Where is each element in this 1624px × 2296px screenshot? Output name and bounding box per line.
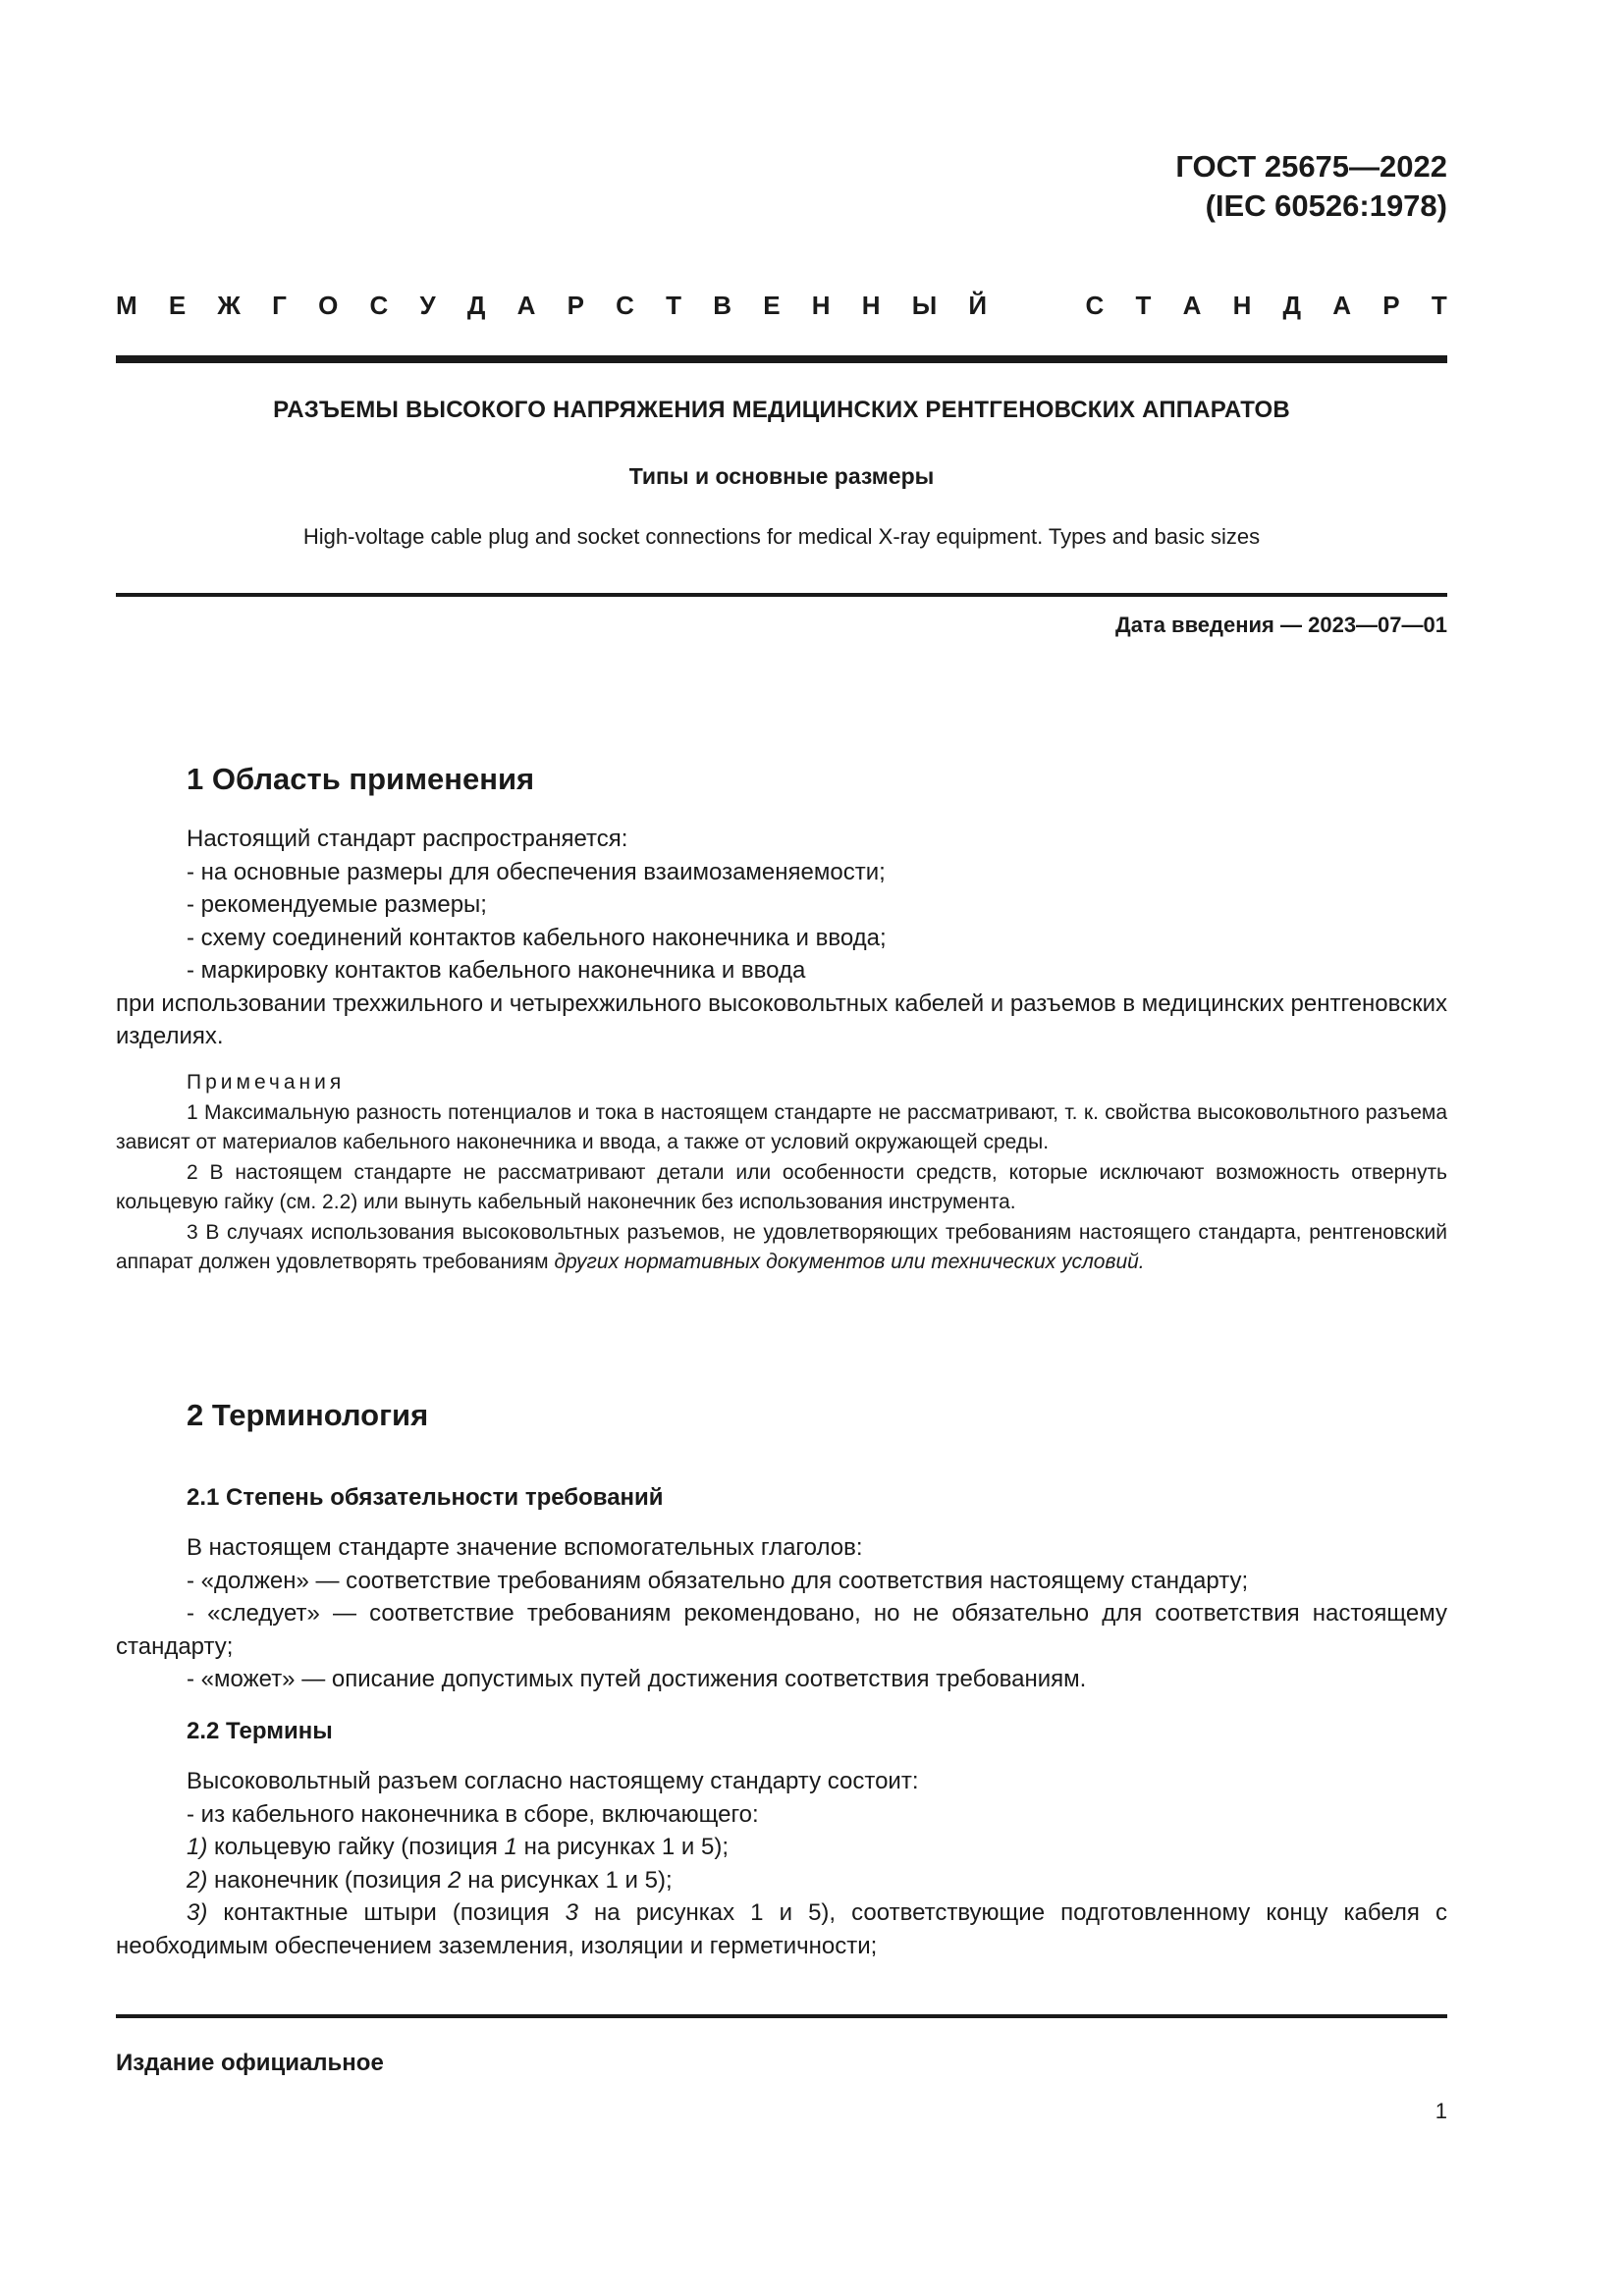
banner-letter: Р <box>1382 291 1400 320</box>
list-item: - рекомендуемые размеры; <box>187 891 487 918</box>
item-text: на рисунках 1 и 5); <box>460 1866 673 1894</box>
banner-letter: Е <box>763 291 781 320</box>
banner-letter: Й <box>968 291 988 320</box>
document-subtitle: Типы и основные размеры <box>628 463 935 489</box>
note-2: 2 В настоящем стандарте не рассматривают детали или особенности средств, которые исключают возможность отвернуть кольцевую гайку (см. 2.2) или вынуть кабельный наконечник без использования инструмента. <box>116 1160 1447 1213</box>
banner-letter: Ж <box>217 291 241 320</box>
note-3-text: 3 В случаях использования высоковольтных разъемов, не удовлетворяющих требованиям настоящего стандарта, рентгеновский аппарат должен удовлетворять требованиям <box>116 1220 1447 1273</box>
interstate-standard-banner <box>116 291 1447 321</box>
banner-letter: А <box>516 291 536 320</box>
item-text: наконечник (позиция <box>207 1866 449 1894</box>
page-number: 1 <box>1435 2099 1447 2123</box>
banner-letter: Н <box>861 291 881 320</box>
list-item: - «следует» — соответствие требованиям рекомендовано, но не обязательно для соответствия настоящему стандарту; <box>116 1600 1447 1660</box>
banner-letter: Д <box>1282 291 1302 320</box>
banner-letter: С <box>1085 291 1105 320</box>
banner-letter: Т <box>1135 291 1152 320</box>
notes-label <box>116 1068 1447 1098</box>
document-title-ru: РАЗЪЕМЫ ВЫСОКОГО НАПРЯЖЕНИЯ МЕДИЦИНСКИХ РЕНТГЕНОВСКИХ АППАРАТОВ <box>273 397 1290 423</box>
banner-letter: М <box>116 291 137 320</box>
list-item: - из кабельного наконечника в сборе, включающего: <box>187 1800 759 1828</box>
banner-letter: А <box>1332 291 1352 320</box>
item-text: на рисунках 1 и 5); <box>516 1834 729 1860</box>
subsection-2-1-heading: 2.1 Степень обязательности требований <box>187 1484 664 1511</box>
header-thick-rule <box>116 355 1447 363</box>
banner-letter: С <box>369 291 389 320</box>
banner-letter: Ы <box>911 291 938 320</box>
note-3-italic: других нормативных документов или технических условий. <box>554 1251 1145 1273</box>
list-item: - маркировку контактов кабельного наконечника и ввода <box>187 957 806 984</box>
note-3 <box>116 1218 1447 1278</box>
section-2-heading: 2 Терминология <box>187 1398 429 1432</box>
banner-letter: А <box>1182 291 1202 320</box>
banner-letter: В <box>713 291 732 320</box>
banner-letter: Р <box>567 291 584 320</box>
standard-designation <box>1175 147 1447 226</box>
subsection-2-2-body <box>116 1765 1447 1962</box>
banner-letter: Т <box>1431 291 1447 320</box>
list-item: - на основные размеры для обеспечения взаимозаменяемости; <box>187 858 886 885</box>
banner-letter: Т <box>666 291 682 320</box>
list-item: - «должен» — соответствие требованиям обязательно для соответствия настоящему стандарту; <box>187 1567 1249 1594</box>
banner-word-gap <box>1018 291 1054 321</box>
numbered-item <box>116 1864 1447 1897</box>
paragraph: Высоковольтный разъем согласно настоящему стандарту состоит: <box>187 1768 919 1794</box>
banner-letter: С <box>616 291 634 320</box>
banner-letter: Е <box>168 291 187 320</box>
paragraph: при использовании трехжильного и четырехжильного высоковольтных кабелей и разъемов в медицинских рентгеновских изделиях. <box>116 989 1447 1049</box>
numbered-item <box>116 1831 1447 1864</box>
item-text: контактные штыри (позиция <box>207 1899 566 1926</box>
introduction-date: Дата введения — 2023—07—01 <box>1115 613 1447 637</box>
standard-number: ГОСТ 25675—2022 <box>1175 149 1447 184</box>
numbered-item <box>116 1896 1447 1962</box>
item-text: на рисунках 1 и 5), соответствующие подготовленному концу кабеля с необходимым обеспечением заземления, изоляции и герметичности; <box>116 1899 1447 1959</box>
document-title-en: High-voltage cable plug and socket connections for medical X-ray equipment. Types and basic sizes <box>302 524 1261 549</box>
subsection-2-1-body <box>116 1531 1447 1696</box>
banner-letter: Н <box>1232 291 1252 320</box>
banner-letter: У <box>419 291 436 320</box>
banner-letter: Г <box>272 291 287 320</box>
list-item: - «может» — описание допустимых путей достижения соответствия требованиям. <box>187 1666 1087 1692</box>
banner-letter: Н <box>811 291 831 320</box>
subsection-2-2-heading: 2.2 Термины <box>187 1718 333 1744</box>
section-1-body <box>116 823 1447 1053</box>
iec-reference: (IEC 60526:1978) <box>1205 188 1447 223</box>
official-edition-label: Издание официальное <box>116 2050 384 2076</box>
section-1-heading: 1 Область применения <box>187 762 535 796</box>
notes-label-text: Примечания <box>187 1071 346 1094</box>
item-text: кольцевую гайку (позиция <box>207 1834 505 1860</box>
list-item: - схему соединений контактов кабельного наконечника и ввода; <box>187 924 887 951</box>
footer-rule <box>116 2014 1447 2018</box>
item-number: 3) <box>187 1899 208 1926</box>
paragraph: Настоящий стандарт распространяется: <box>187 826 628 852</box>
item-number: 2) <box>187 1866 208 1894</box>
note-1: 1 Максимальную разность потенциалов и тока в настоящем стандарте не рассматривают, т. к. свойства высоковольтного разъема зависят от материалов кабельного наконечника и ввода, а также от условий окружающей среды. <box>116 1100 1447 1153</box>
item-position: 3 <box>565 1899 578 1926</box>
title-rule <box>116 593 1447 597</box>
item-position: 2 <box>448 1866 461 1894</box>
banner-letter: О <box>318 291 339 320</box>
item-position: 1 <box>504 1834 517 1860</box>
item-number: 1) <box>187 1834 208 1860</box>
banner-letter: Д <box>466 291 486 320</box>
paragraph: В настоящем стандарте значение вспомогательных глаголов: <box>187 1534 863 1561</box>
section-1-notes <box>116 1068 1447 1278</box>
